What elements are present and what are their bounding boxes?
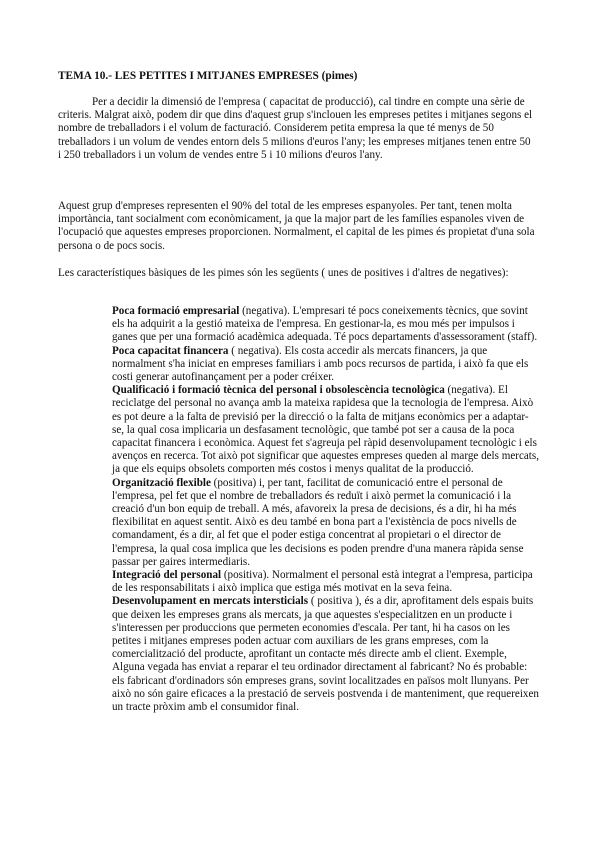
item-heading: Qualificació i formació tècnica del personal i obsolescència tecnològica <box>112 384 445 397</box>
item-text: ( negativa). Els costa accedir als mercats financers, ja que normalment s'ha iniciat en empreses familiars i amb pocs recursos de partida, i això fa que els costi generar autofinançament per a poder créixer. <box>112 344 529 384</box>
item-text: (negativa). El reciclatge del personal no avança amb la mateixa rapidesa que la tecnologia de l'empresa. Això es pot deure a la falta de previsió per la direcció o la falta de mitjans econòmics per a adaptar-se, la qual cosa implicaria un desfasament tecnològic, que també pot ser a causa de la poca capacitat financera i econòmica. Aquest fet s'agreuja pel ràpid desenvolupament tecnològic i els avenços en recerca. Tot això pot significar que aquestes empreses queden al marge dels mercats, ja que els equips obsolets comporten més costos i menys qualitat de la producció. <box>112 384 539 476</box>
list-item <box>112 477 540 569</box>
list-item <box>112 569 540 595</box>
item-heading: Poca capacitat financera <box>112 344 229 357</box>
item-heading: Desenvolupament en mercats intersticials <box>112 595 309 608</box>
item-text: (positiva) i, per tant, facilitat de comunicació entre el personal de l'empresa, pel fet que el nombre de treballadors és reduït i això permet la comunicació i la creació d'un bon equip de treball. A més, afavoreix la presa de decisions, és a dir, hi ha més flexibilitat en aquest sentit. Això es deu també en bona part a l'existència de pocs nivells de comandament, és a dir, al fet que el poder estiga concentrat al propietari o el director de l'empresa, la qual cosa implica que les decisions es poden prendre d'una manera ràpida sense passar per gaires intermediaris. <box>112 476 524 568</box>
importance-paragraph: Aquest grup d'empreses representen el 90% del total de les empreses espanyoles. Per tant, tenen molta importància, tant socialment com econòmicament, ja que la major part de les famílies espanoles viven de l'ocupació que aquestes empreses proporcionen. Normalment, el capital de les pimes és propietat d'una sola persona o de pocs socis. <box>58 200 535 252</box>
item-heading: Poca formació empresarial <box>112 305 240 317</box>
document-title: TEMA 10.- LES PETITES I MITJANES EMPRESES (pimes) <box>58 70 358 82</box>
list-item <box>112 305 540 345</box>
item-text: ( positiva ), és a dir, aprofitament dels espais buits que deixen les empreses grans als mercats, ja que aquestes s'especialitzen en un producte i s'interessen per produccions que permeten economies d'escala. Per tant, hi ha casos on les petites i mitjanes empreses poden actuar com auxiliars de les grans empreses, com la comercialització del producte, aprofitant un contacte més directe amb el client. Exemple, Alguna vegada has enviat a reparar el teu ordinador directament al fabricant? No és probable: els fabricant d'ordinadors són empreses grans, sovint localitzades en països molt llunyans. Per això no són gaire eficaces a la prestació de serveis postvenda i de manteniment, que requereixen un tracte pròxim amb el consumidor final. <box>112 595 539 714</box>
list-item <box>112 384 540 476</box>
item-text: (negativa). L'empresari té pocs coneixements tècnics, que sovint els ha adquirit a la gestió mateixa de l'empresa. En gestionar-la, es mou més per impulsos i ganes que per una formació acadèmica adequada. Té pocs departaments d'assessorament (staff). <box>112 305 538 344</box>
item-heading: Organització flexible <box>112 476 211 489</box>
characteristics-list <box>112 305 540 714</box>
item-text: (positiva). Normalment el personal està integrat a l'empresa, participa de les responsabilitats i això implica que estiga més motivat en la seva feina. <box>112 569 533 595</box>
characteristics-intro: Les característiques bàsiques de les pimes són les següents ( unes de positives i d'altres de negatives): <box>58 267 509 279</box>
list-item <box>112 345 540 385</box>
list-item <box>112 595 540 714</box>
item-heading: Integració del personal <box>112 569 222 582</box>
intro-paragraph: Per a decidir la dimensió de l'empresa ( capacitat de producció), cal tindre en compte una sèrie de criteris. Malgrat això, podem dir que dins d'aquest grup s'inclouen les empreses petites i mitjanes segons el nombre de treballadors i el volum de facturació. Considerem petita empresa la que té menys de 50 treballadors i un volum de vendes entorn dels 5 milions d'euros l'any; les empreses mitjanes tenen entre 50 i 250 treballadors i un volum de vendes entre 5 i 10 milions d'euros l'any. <box>58 96 533 161</box>
